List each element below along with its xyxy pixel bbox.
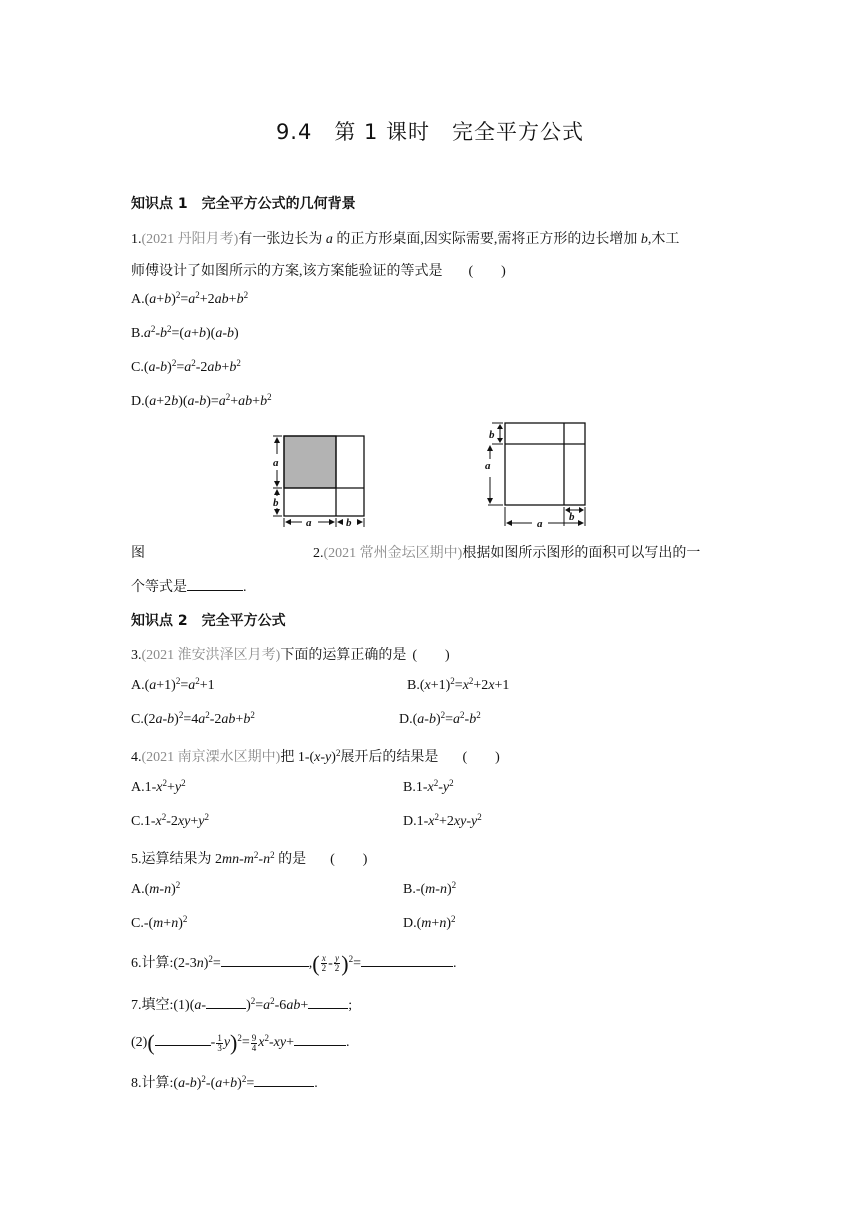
answer-paren: ( ) [462,750,500,765]
question-5-option-d[interactable]: $D.(m+n)^2$ [403,914,456,931]
answer-blank-2[interactable] [308,996,348,1009]
question-1-number: 1. [131,232,142,247]
question-4-option-d[interactable]: $D.1-x^2+2xy-y^2$ [403,812,482,829]
figure-1-label-b: b [273,497,279,509]
question-7-part-2: (2)( - $\frac{1}{3}$ y)$^2$= $\frac{9}{4}$ $x^2-xy+$ . [131,1030,350,1055]
figure-2-label-a-bottom: a [537,518,543,530]
shaded-square [284,436,336,488]
figure-2-square-diagram [478,416,594,532]
question-8: 8.计算$:(a-b)^2-(a+b)^2=$ . [131,1074,318,1091]
answer-paren: ( ) [468,264,506,279]
answer-blank-3[interactable] [155,1033,211,1046]
question-3-source: (2021 淮安洪泽区月考) [141,648,281,663]
question-4-option-b[interactable]: $B.1-x^2-y^2$ [403,778,454,795]
question-3-option-c[interactable]: $C.(2a-b)^2=4a^2-2ab+b^2$ [131,710,255,727]
page-title: 9.4 第 1 课时 完全平方公式 [275,120,585,144]
question-6: 6.计算$:(2-3n)^2=$ ,( $\frac{x}{2}$ - $\frac{y}{2}$ )$^2$= . [131,950,457,976]
question-1-line-1: 1.(2021 丹阳月考)有一张边长为 a 的正方形桌面,因实际需要,需将正方形的边长增加 b,木工 [131,232,680,247]
option-d[interactable]: $D.(a+2b)(a-b)=a^2+ab+b^2$ [131,392,272,409]
answer-blank-1[interactable] [206,996,246,1009]
question-5-option-b[interactable]: $B.-(m-n)^2$ [403,880,457,897]
figure-label: 图 [131,546,145,561]
figure-1-label-a-bottom: a [306,517,312,528]
question-3-option-b[interactable]: $B.(x+1)^2=x^2+2x+1$ [407,676,510,693]
question-5-option-a[interactable]: $A.(m-n)^2$ [131,880,181,897]
figure-1-label-b-bottom: b [346,517,352,528]
figure-2-label-a: a [485,460,491,472]
figure-2-label-b-bottom: b [569,511,575,523]
answer-blank[interactable] [187,578,243,591]
question-3-option-a[interactable]: $A.(a+1)^2=a^2+1$ [131,676,215,693]
question-3-option-d[interactable]: $D.(a-b)^2=a^2-b^2$ [399,710,481,727]
figure-2-label-b: b [489,429,495,441]
knowledge-point-1-heading: 知识点 1 完全平方公式的几何背景 [131,196,356,212]
question-5-option-c[interactable]: $C.-(m+n)^2$ [131,914,188,931]
question-4-option-a[interactable]: $A.1-x^2+y^2$ [131,778,186,795]
question-2-number: 2. [313,546,324,561]
question-4-source: (2021 南京溧水区期中) [141,750,281,765]
answer-blank-1[interactable] [221,954,309,967]
question-5-stem: 5.运算结果为 $2mn-m^2-n^2$ 的是 ( ) [131,850,368,867]
option-c[interactable]: $C.(a-b)^2=a^2-2ab+b^2$ [131,358,241,375]
answer-paren: ( ) [412,648,450,663]
figure-1-square-diagram [268,428,372,528]
knowledge-point-2-heading: 知识点 2 完全平方公式 [131,613,286,629]
question-1-line-2: 师傅设计了如图所示的方案,该方案能验证的等式是 ( ) [131,264,506,279]
question-3-stem: 3.(2021 淮安洪泽区月考)下面的运算正确的是 ( ) [131,648,450,663]
option-a[interactable]: $A.(a+b)^2=a^2+2ab+b^2$ [131,290,249,307]
question-1-source: (2021 丹阳月考) [141,232,239,247]
question-2-source: (2021 常州金坛区期中) [323,546,463,561]
answer-blank-4[interactable] [294,1033,346,1046]
figure-1-label-a: a [273,457,279,469]
question-2-line-2: 个等式是 . [131,580,247,595]
question-4-stem: 4.(2021 南京溧水区期中)把 $1-(x-y)^2$展开后的结果是 ( ) [131,748,500,765]
option-b[interactable]: $B.a^2-b^2=(a+b)(a-b)$ [131,324,239,341]
answer-blank[interactable] [254,1074,314,1087]
answer-paren: ( ) [330,852,368,867]
question-7-part-1: 7.填空:(1)(a- )$^2=a^2-6ab+$ ; [131,996,353,1013]
question-2-line-1: 2.(2021 常州金坛区期中)根据如图所示图形的面积可以写出的一 [313,546,701,561]
answer-blank-2[interactable] [361,954,453,967]
question-4-option-c[interactable]: $C.1-x^2-2xy+y^2$ [131,812,209,829]
